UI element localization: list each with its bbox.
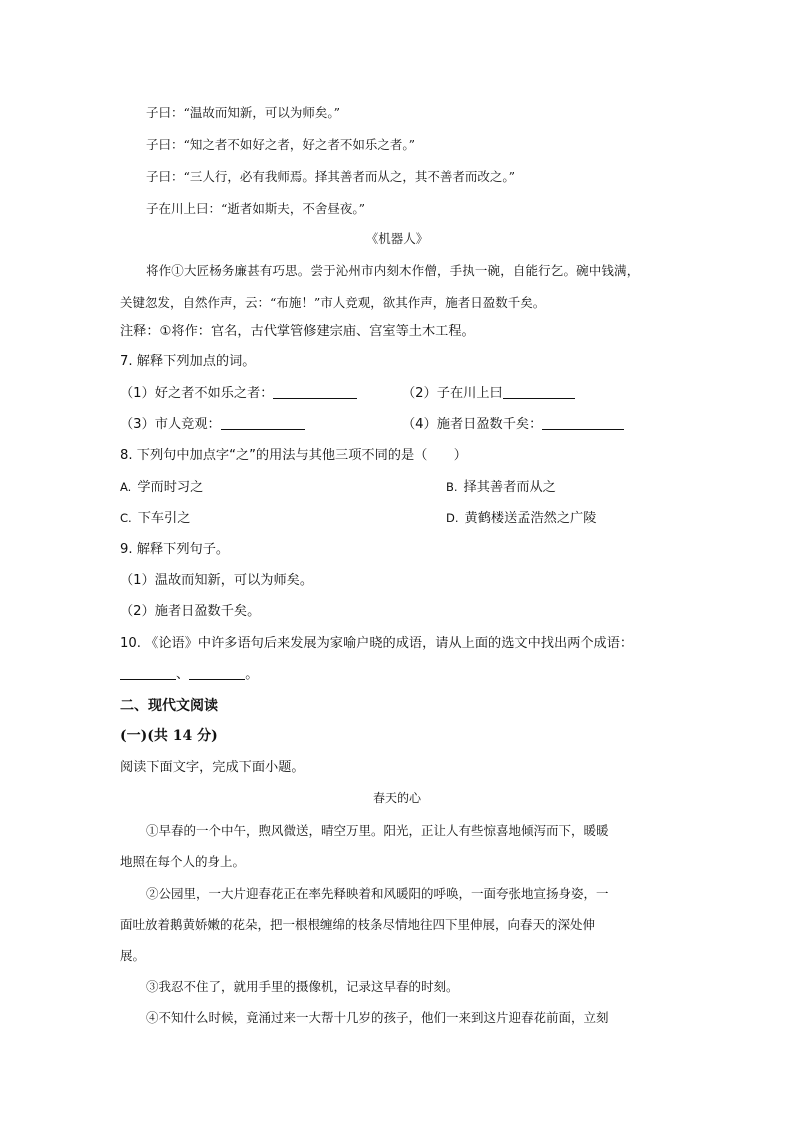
quote-line: 子曰：“温故而知新，可以为师矣。” xyxy=(146,105,341,120)
option-text: 学而时习之 xyxy=(137,480,204,495)
end-mark: 。 xyxy=(245,667,259,682)
option-letter: C. xyxy=(120,511,132,525)
option-letter: B. xyxy=(446,480,458,494)
question-7-item xyxy=(120,384,357,404)
question-item-text: （1）好之者不如乐之者： xyxy=(120,386,274,401)
question-9-title: 9. 解释下列句子。 xyxy=(120,542,230,557)
essay-line: ②公园里，一大片迎春花正在率先释映着和风暖阳的呼唤，一面夸张地宣扬身姿，一 xyxy=(146,886,609,901)
question-item-text: （2）子在川上曰 xyxy=(402,386,503,401)
section-heading: 二、现代文阅读 xyxy=(120,698,218,714)
passage-title: 《机器人》 xyxy=(365,231,429,246)
passage-text: 关键忽发，自然作声，云：“布施！”市人竞观，欲其作声，施者日盈数千矣。 xyxy=(120,295,546,310)
essay-title: 春天的心 xyxy=(372,791,421,805)
question-9-item: （2）施者日盈数千矣。 xyxy=(120,604,261,619)
essay-line: 展。 xyxy=(120,948,146,963)
question-10-title: 10. 《论语》中许多语句后来发展为家喻户晓的成语，请从上面的选文中找出两个成语： xyxy=(120,636,634,651)
option-d[interactable] xyxy=(446,508,596,529)
essay-line: ①早春的一个中午，煦风微送，晴空万里。阳光，正让人有些惊喜地倾泻而下，暖暖 xyxy=(146,823,609,838)
reading-instruction: 阅读下面文字，完成下面小题。 xyxy=(120,760,305,775)
section-subheading: (一)(共 14 分) xyxy=(120,728,218,744)
essay-line: 地照在每个人的身上。 xyxy=(120,854,246,869)
question-item-text: （4）施者日盈数千矣： xyxy=(402,417,543,432)
option-letter: A. xyxy=(120,480,132,494)
quote-line: 子在川上曰：“逝者如斯夫，不舍昼夜。” xyxy=(146,201,366,216)
answer-blank[interactable] xyxy=(273,384,357,399)
option-text: 择其善者而从之 xyxy=(463,480,556,495)
separator: 、 xyxy=(176,667,190,682)
question-7-item xyxy=(402,415,624,435)
answer-blank[interactable] xyxy=(542,415,624,430)
answer-blank[interactable] xyxy=(221,415,305,430)
essay-line: ④不知什么时候，竟涌过来一大帮十几岁的孩子，他们一来到这片迎春花前面，立刻 xyxy=(146,1010,609,1025)
passage-text: 将作①大匠杨务廉甚有巧思。尝于沁州市内刻木作僧，手执一碗，自能行乞。碗中钱满， xyxy=(146,263,640,278)
question-8-title: 8. 下列句中加点字“之”的用法与其他三项不同的是（ ） xyxy=(120,448,467,463)
question-item-text: （3）市人竞观： xyxy=(120,417,221,432)
essay-line: 面吐放着鹅黄娇嫩的花朵，把一根根缠绵的枝条尽情地往四下里伸展，向春天的深处伸 xyxy=(120,917,596,932)
question-10-answer xyxy=(120,665,258,685)
option-b[interactable] xyxy=(446,477,556,498)
option-c[interactable] xyxy=(120,508,190,529)
answer-blank[interactable] xyxy=(503,384,575,399)
quote-line: 子曰：“知之者不如好之者，好之者不如乐之者。” xyxy=(146,137,416,152)
answer-blank[interactable] xyxy=(120,665,176,680)
option-text: 下车引之 xyxy=(137,511,191,526)
option-a[interactable] xyxy=(120,477,203,498)
option-letter: D. xyxy=(446,511,459,525)
answer-blank[interactable] xyxy=(189,665,245,680)
question-7-item xyxy=(120,415,305,435)
question-9-item: （1）温故而知新，可以为师矣。 xyxy=(120,573,314,588)
quote-line: 子曰：“三人行，必有我师焉。择其善者而从之，其不善者而改之。” xyxy=(146,169,516,184)
question-7-item xyxy=(402,384,575,404)
option-text: 黄鹤楼送孟浩然之广陵 xyxy=(464,511,597,526)
annotation-note: 注释：①将作：官名，古代掌管修建宗庙、宫室等土木工程。 xyxy=(120,324,475,339)
question-7-title: 7. 解释下列加点的词。 xyxy=(120,354,256,369)
essay-line: ③我忍不住了，就用手里的摄像机，记录这早春的时刻。 xyxy=(146,979,459,994)
